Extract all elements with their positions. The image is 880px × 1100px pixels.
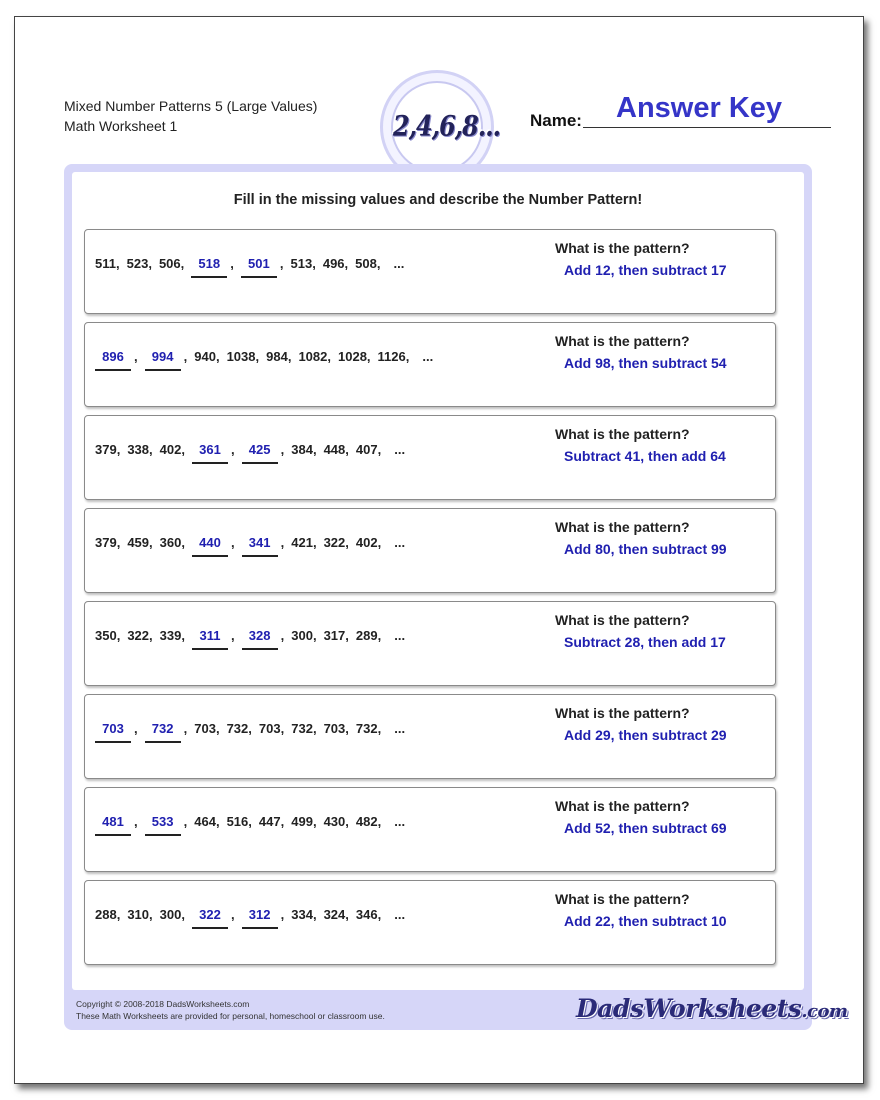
name-label: Name:: [530, 111, 582, 130]
sequence: [95, 436, 405, 466]
sequence-term: 324: [323, 907, 346, 922]
comma: ,: [230, 907, 235, 922]
comma: ,: [312, 721, 317, 736]
comma: ,: [180, 256, 185, 271]
ellipsis: ...: [422, 349, 434, 364]
sequence-term: 322: [323, 535, 346, 550]
ellipsis: ...: [394, 907, 406, 922]
sequence-term: 516: [226, 814, 249, 829]
sequence-term: 322: [127, 628, 150, 643]
pattern-answer: Add 29, then subtract 29: [564, 727, 727, 743]
sequence-term: 300: [159, 907, 182, 922]
comma: ,: [366, 349, 371, 364]
comma: ,: [312, 535, 317, 550]
comma: ,: [280, 442, 285, 457]
sequence-term: 288: [95, 907, 117, 922]
sequence-term: 508: [355, 256, 377, 271]
comma: ,: [287, 349, 292, 364]
problem-row: [84, 694, 776, 779]
sequence-term: 703: [258, 721, 281, 736]
comma: ,: [215, 349, 220, 364]
comma: ,: [279, 256, 284, 271]
sequence-term: 1126: [377, 349, 406, 364]
footer-copyright: [76, 998, 385, 1022]
ellipsis: ...: [394, 628, 406, 643]
usage-notice: These Math Worksheets are provided for personal, homeschool or classroom use.: [76, 1011, 385, 1021]
sequence-term: 310: [127, 907, 150, 922]
comma: ,: [181, 907, 185, 922]
comma: ,: [327, 349, 331, 364]
sequence-term: 300: [291, 628, 313, 643]
comma: ,: [134, 721, 138, 736]
ellipsis: ...: [394, 814, 406, 829]
answer-blank: 440: [192, 529, 228, 557]
ellipsis: ...: [394, 442, 406, 457]
pattern-answer: Subtract 41, then add 64: [564, 448, 726, 464]
sequence-term: 350: [95, 628, 117, 643]
comma: ,: [230, 628, 235, 643]
comma: ,: [345, 535, 349, 550]
sequence: [95, 529, 405, 559]
comma: ,: [181, 628, 185, 643]
comma: ,: [345, 907, 349, 922]
sequence-term: 732: [226, 721, 249, 736]
sequence-term: 430: [323, 814, 346, 829]
pattern-question: What is the pattern?: [555, 519, 690, 535]
sequence-term: 289: [355, 628, 378, 643]
comma: ,: [134, 814, 138, 829]
comma: ,: [181, 442, 185, 457]
ellipsis: ...: [393, 256, 405, 271]
comma: ,: [149, 628, 153, 643]
comma: ,: [377, 535, 382, 550]
sequence-term: 732: [291, 721, 313, 736]
ellipsis: ...: [394, 535, 406, 550]
answer-blank: 481: [95, 808, 131, 836]
comma: ,: [230, 535, 235, 550]
answer-key-text: Answer Key: [616, 92, 783, 124]
copyright-text: Copyright © 2008-2018 DadsWorksheets.com: [76, 999, 250, 1009]
problem-row: [84, 508, 776, 593]
comma: ,: [280, 907, 285, 922]
dadsworksheets-logo: [576, 994, 848, 1023]
sequence: [95, 901, 405, 931]
answer-blank: 533: [145, 808, 181, 836]
comma: ,: [134, 349, 138, 364]
problem-row: [84, 322, 776, 407]
comma: ,: [312, 442, 317, 457]
comma: ,: [116, 628, 121, 643]
comma: ,: [181, 535, 185, 550]
sequence-term: 482: [355, 814, 378, 829]
sequence-term: 421: [291, 535, 313, 550]
answer-blank: 322: [192, 901, 228, 929]
sequence-term: 459: [127, 535, 150, 550]
comma: ,: [377, 907, 382, 922]
pattern-question: What is the pattern?: [555, 798, 690, 814]
comma: ,: [183, 349, 188, 364]
pattern-answer: Add 12, then subtract 17: [564, 262, 727, 278]
comma: ,: [116, 442, 121, 457]
answer-blank: 994: [145, 343, 181, 371]
sequence-term: 523: [126, 256, 149, 271]
comma: ,: [248, 814, 252, 829]
answer-blank: 732: [145, 715, 181, 743]
pattern-question: What is the pattern?: [555, 891, 690, 907]
comma: ,: [215, 814, 220, 829]
comma: ,: [149, 535, 153, 550]
comma: ,: [255, 349, 260, 364]
answer-blank: 425: [242, 436, 278, 464]
sequence-term: 379: [95, 535, 117, 550]
pattern-question: What is the pattern?: [555, 612, 690, 628]
instructions: Fill in the missing values and describe the Number Pattern!: [233, 192, 643, 208]
problem-row: [84, 229, 776, 314]
comma: ,: [312, 814, 317, 829]
comma: ,: [377, 628, 382, 643]
comma: ,: [345, 721, 349, 736]
problem-row: [84, 787, 776, 872]
comma: ,: [280, 721, 285, 736]
pattern-answer: Subtract 28, then add 17: [564, 634, 726, 650]
answer-blank: 361: [192, 436, 228, 464]
sequence-term: 1028: [338, 349, 367, 364]
worksheet-title-line2: Math Worksheet 1: [64, 118, 178, 134]
pattern-question: What is the pattern?: [555, 333, 690, 349]
comma: ,: [230, 442, 235, 457]
comma: ,: [215, 721, 220, 736]
comma: ,: [280, 814, 285, 829]
sequence-term: 513: [290, 256, 313, 271]
sequence-term: 448: [323, 442, 346, 457]
sequence-term: 984: [266, 349, 288, 364]
sequence-term: 402: [159, 442, 182, 457]
comma: ,: [376, 256, 381, 271]
comma: ,: [149, 442, 153, 457]
sequence-term: 506: [158, 256, 181, 271]
answer-blank: 328: [242, 622, 278, 650]
comma: ,: [248, 721, 252, 736]
sequence-term: 1038: [226, 349, 256, 364]
pattern-answer: Add 52, then subtract 69: [564, 820, 727, 836]
comma: ,: [345, 628, 349, 643]
sequence: [95, 250, 404, 280]
sequence: [95, 808, 405, 838]
worksheet-frame: [64, 164, 848, 1030]
comma: ,: [116, 535, 121, 550]
sequence-term: 317: [323, 628, 346, 643]
comma: ,: [116, 907, 121, 922]
sequence-term: 346: [355, 907, 378, 922]
comma: ,: [344, 256, 349, 271]
sequence: [95, 715, 405, 745]
comma: ,: [377, 814, 382, 829]
ellipsis: ...: [394, 721, 406, 736]
answer-blank: 311: [192, 622, 228, 650]
comma: ,: [345, 814, 349, 829]
comma: ,: [230, 256, 234, 271]
pattern-question: What is the pattern?: [555, 426, 690, 442]
sequence-term: 511: [95, 256, 116, 271]
sequence-term: 339: [159, 628, 182, 643]
worksheet-title-line1: Mixed Number Patterns 5 (Large Values): [64, 98, 318, 114]
logo-text: 2,4,6,8...: [393, 108, 500, 143]
pattern-question: What is the pattern?: [555, 240, 690, 256]
sequence-term: 384: [291, 442, 313, 457]
sequence-term: 334: [291, 907, 313, 922]
pattern-answer: Add 80, then subtract 99: [564, 541, 727, 557]
problem-row: [84, 601, 776, 686]
worksheet-body: [72, 172, 804, 990]
answer-blank: 896: [95, 343, 131, 371]
sequence-term: 379: [95, 442, 117, 457]
comma: ,: [280, 535, 285, 550]
comma: ,: [377, 442, 382, 457]
pattern-answer: Add 98, then subtract 54: [564, 355, 727, 371]
pattern-answer: Add 22, then subtract 10: [564, 913, 727, 929]
comma: ,: [312, 628, 317, 643]
answer-blank: 341: [242, 529, 278, 557]
brand-suffix: .com: [801, 1001, 848, 1022]
comma: ,: [312, 907, 317, 922]
worksheet-title: [64, 96, 317, 136]
sequence-term: 402: [355, 535, 378, 550]
answer-blank: 501: [241, 250, 277, 278]
sequence-term: 703: [323, 721, 346, 736]
comma: ,: [377, 721, 382, 736]
sequence-term: 499: [291, 814, 313, 829]
answer-blank: 518: [191, 250, 227, 278]
sequence: [95, 622, 405, 652]
comma: ,: [115, 256, 120, 271]
sequence-term: 940: [194, 349, 216, 364]
answer-blank: 703: [95, 715, 131, 743]
sequence-term: 464: [194, 814, 216, 829]
sequence: [95, 343, 433, 373]
answer-blank: 312: [242, 901, 278, 929]
sequence-term: 496: [322, 256, 345, 271]
comma: ,: [280, 628, 285, 643]
sequence-term: 407: [355, 442, 378, 457]
sequence-term: 732: [355, 721, 378, 736]
comma: ,: [149, 907, 153, 922]
comma: ,: [405, 349, 410, 364]
comma: ,: [183, 814, 188, 829]
sequence-term: 360: [159, 535, 182, 550]
comma: ,: [345, 442, 349, 457]
problem-row: [84, 415, 776, 500]
name-line: [583, 127, 831, 128]
sequence-term: 447: [258, 814, 281, 829]
brand-name: DadsWorksheets: [576, 994, 802, 1023]
pattern-question: What is the pattern?: [555, 705, 690, 721]
problem-row: [84, 880, 776, 965]
sequence-term: 338: [127, 442, 150, 457]
comma: ,: [312, 256, 316, 271]
sequence-term: 703: [194, 721, 216, 736]
comma: ,: [148, 256, 152, 271]
comma: ,: [183, 721, 188, 736]
sequence-term: 1082: [298, 349, 328, 364]
